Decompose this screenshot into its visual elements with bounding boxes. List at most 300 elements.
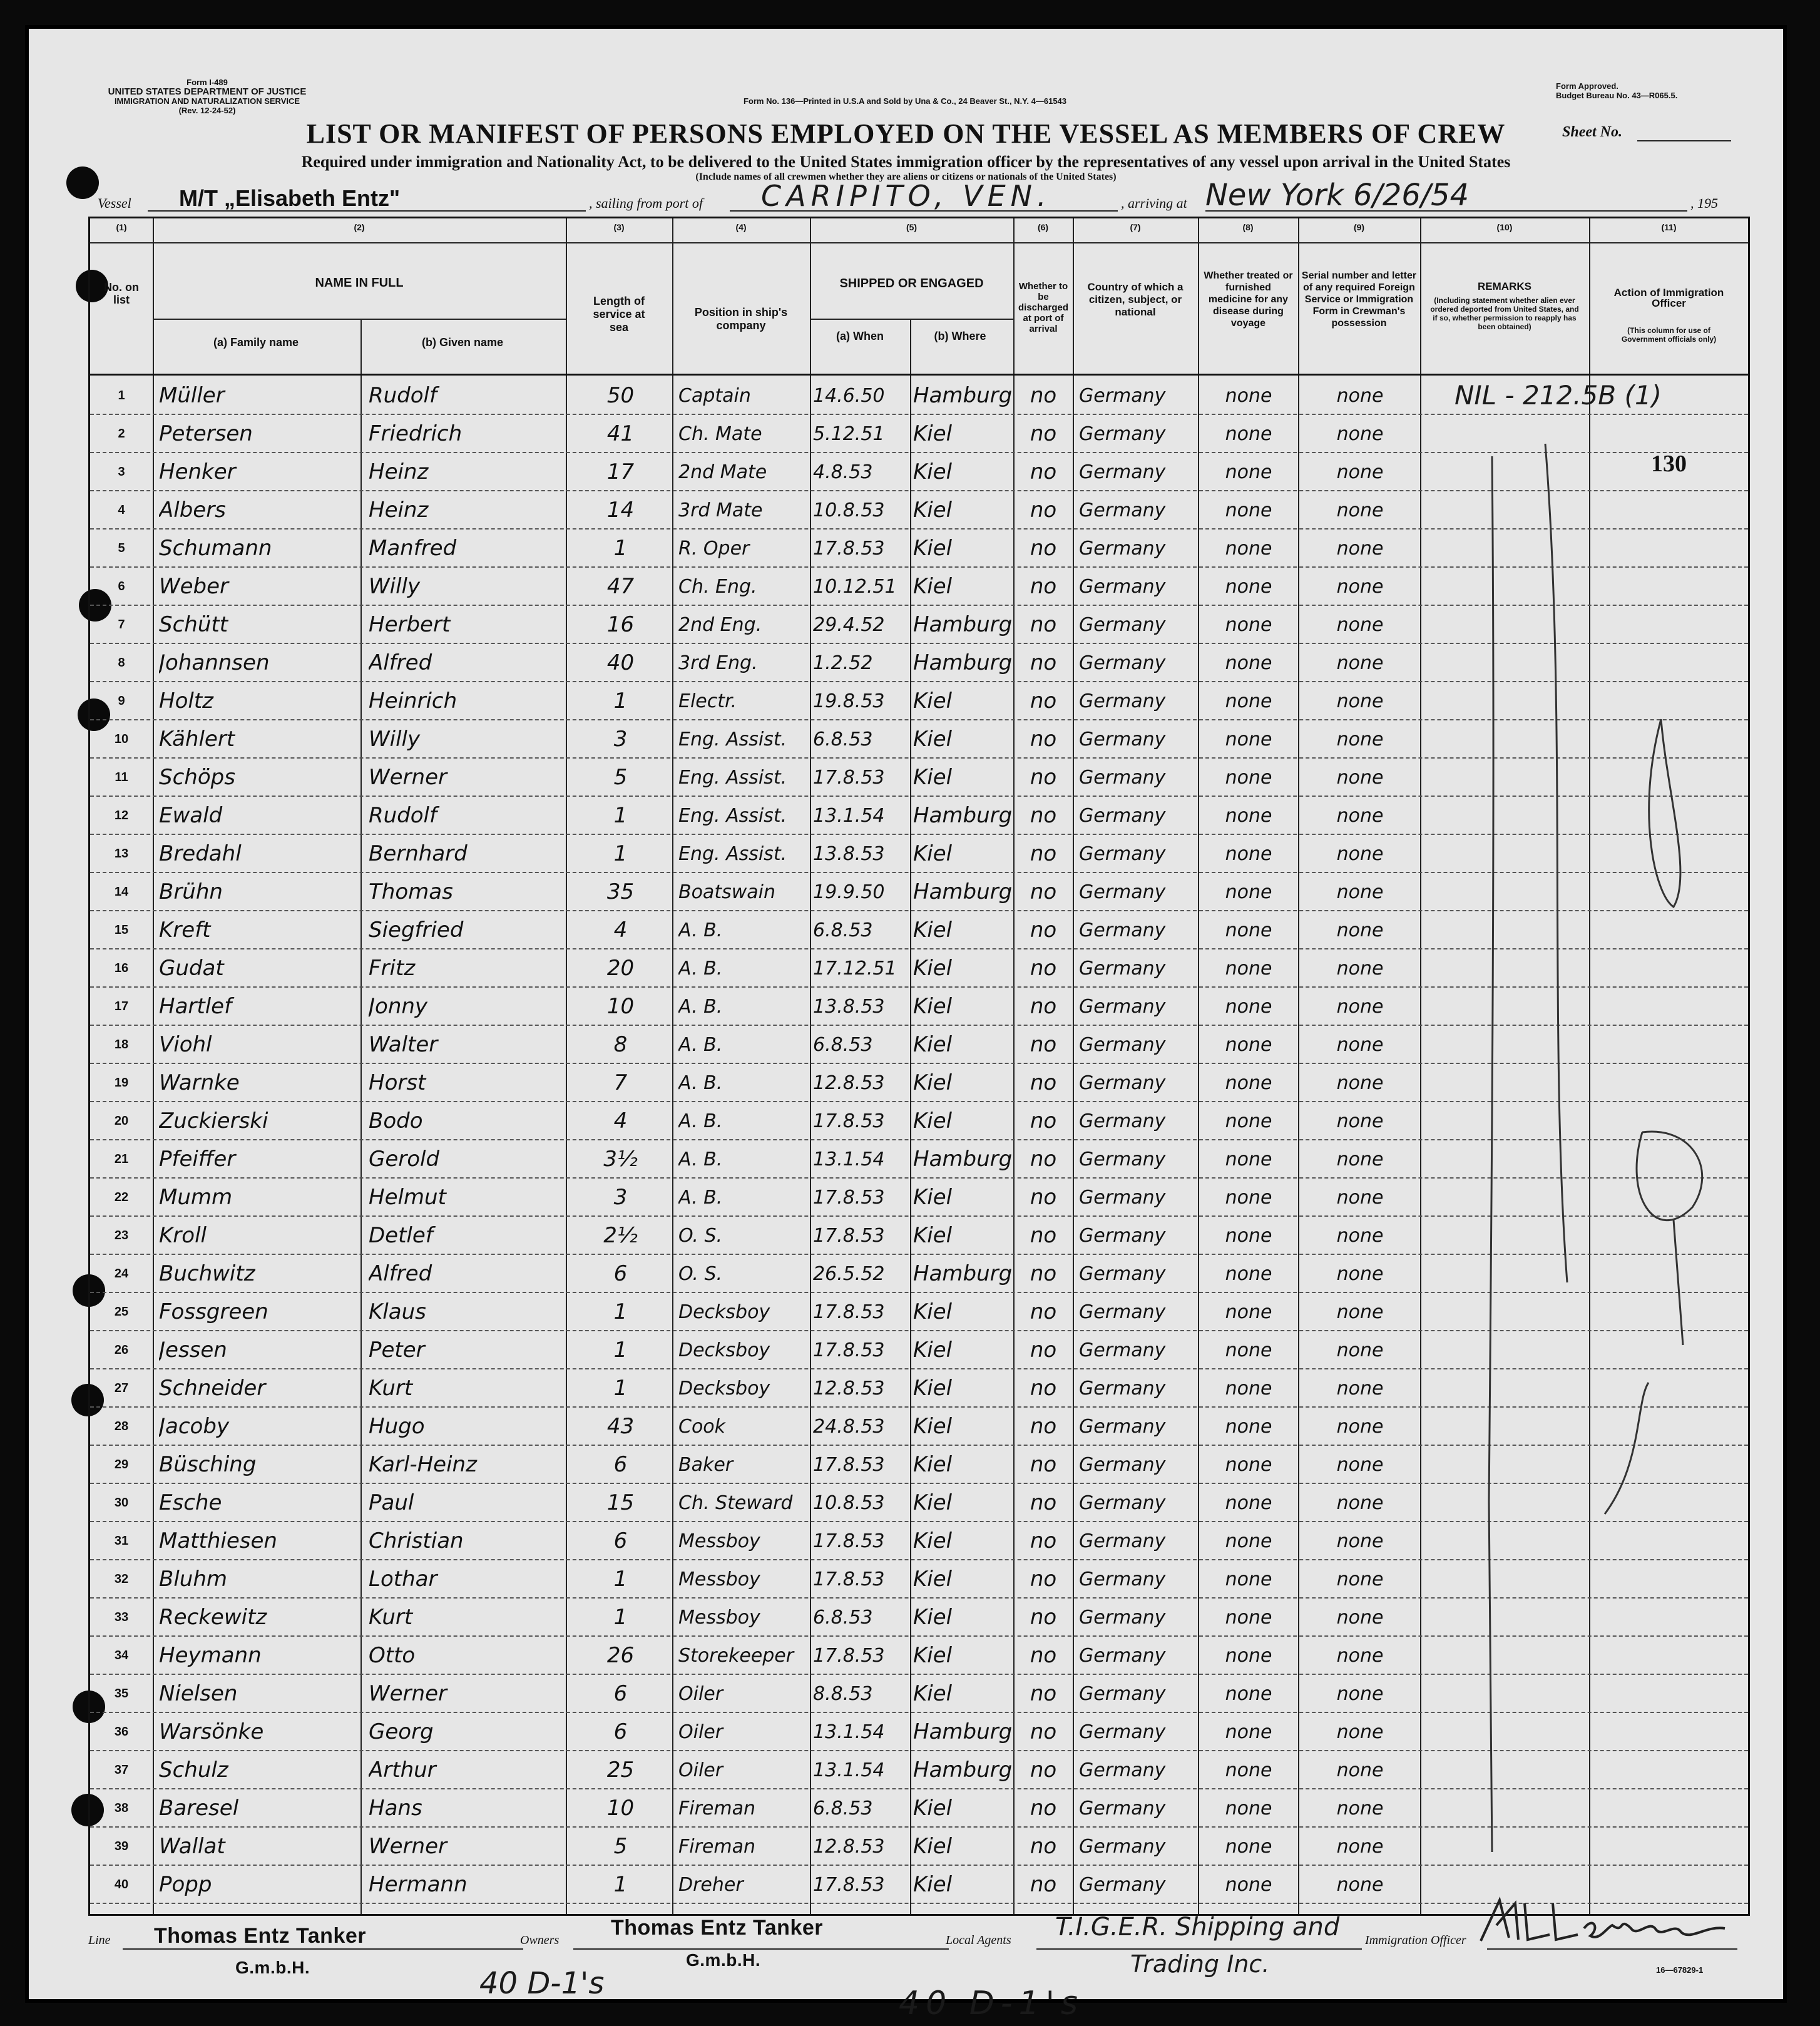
treated: none	[1225, 805, 1272, 827]
serial: none	[1336, 1874, 1384, 1896]
treated: none	[1225, 1530, 1272, 1552]
col-header-position: Position in ship's company	[694, 306, 788, 332]
row-number: 14	[114, 885, 129, 899]
given-name: Kurt	[369, 1605, 413, 1630]
col-header-name: NAME IN FULL	[315, 276, 404, 290]
country: Germany	[1079, 1683, 1166, 1705]
given-name: Horst	[369, 1070, 426, 1095]
treated: none	[1225, 423, 1272, 445]
shipped-where: Kiel	[913, 1032, 953, 1057]
given-name: Hermann	[369, 1872, 468, 1897]
treated: none	[1225, 1568, 1272, 1590]
given-name: Helmut	[369, 1185, 446, 1210]
treated: none	[1225, 499, 1272, 521]
vessel-label: Vessel	[98, 195, 131, 211]
col-header-discharged: Whether to be discharged at port of arrival	[1018, 281, 1069, 334]
col-header-service: Length of service at sea	[593, 295, 645, 334]
row-number: 40	[114, 1878, 129, 1891]
discharge: no	[1030, 650, 1057, 675]
shipped-when: 13.1.54	[813, 1149, 885, 1170]
position: O. S.	[678, 1225, 723, 1247]
country: Germany	[1079, 423, 1166, 445]
given-name: Bernhard	[369, 841, 468, 866]
country: Germany	[1079, 1721, 1166, 1743]
family-name: Fossgreen	[159, 1299, 268, 1324]
serial: none	[1336, 1836, 1384, 1858]
sheet-number-label: Sheet No.	[1562, 124, 1622, 140]
serial: none	[1336, 1568, 1384, 1590]
discharge: no	[1030, 1032, 1057, 1057]
manifest-sheet	[25, 25, 1787, 2022]
vessel-name: M/T „Elisabeth Entz"	[179, 185, 401, 211]
shipped-where: Kiel	[913, 1108, 953, 1133]
shipped-where: Kiel	[913, 1070, 953, 1095]
col-number-8: (8)	[1242, 222, 1254, 232]
col-header-when: (a) When	[836, 330, 884, 342]
position: A. B.	[678, 1187, 723, 1209]
position: Oiler	[678, 1759, 723, 1781]
shipped-where: Kiel	[913, 1643, 953, 1668]
service-length: 1	[613, 1567, 628, 1592]
country: Germany	[1079, 1225, 1166, 1247]
serial: none	[1336, 652, 1384, 674]
service-length: 4	[613, 1108, 628, 1133]
col-number-3: (3)	[613, 222, 625, 232]
given-name: Arthur	[369, 1757, 436, 1783]
shipped-when: 17.8.53	[813, 1301, 885, 1323]
shipped-when: 17.8.53	[813, 767, 885, 789]
row-number: 20	[114, 1114, 129, 1128]
shipped-where: Hamburg	[913, 383, 1012, 408]
shipped-when: 10.8.53	[813, 499, 885, 521]
discharge: no	[1030, 1872, 1057, 1897]
shipped-when: 10.8.53	[813, 1492, 885, 1514]
agents-value-2: Trading Inc.	[1130, 1950, 1270, 1978]
discharge: no	[1030, 841, 1057, 866]
col-number-5: (5)	[906, 222, 918, 232]
agents-field[interactable]	[1036, 1948, 1362, 1950]
col-number-2: (2)	[354, 222, 365, 232]
position: Messboy	[678, 1568, 760, 1590]
given-name: Rudolf	[369, 803, 437, 828]
discharge: no	[1030, 1605, 1057, 1630]
discharge: no	[1030, 688, 1057, 714]
serial: none	[1336, 1492, 1384, 1514]
discharge: no	[1030, 612, 1057, 637]
service-length: 3	[613, 727, 628, 752]
shipped-where: Kiel	[913, 841, 953, 866]
family-name: Weber	[159, 574, 229, 599]
discharge: no	[1030, 1261, 1057, 1286]
shipped-when: 8.8.53	[813, 1683, 873, 1705]
line-company: Thomas Entz Tanker	[154, 1924, 366, 1948]
serial: none	[1336, 919, 1384, 941]
shipped-when: 4.8.53	[813, 461, 873, 483]
serial: none	[1336, 461, 1384, 483]
shipped-when: 5.12.51	[813, 423, 885, 445]
agents-value: T.I.G.E.R. Shipping and	[1055, 1913, 1340, 1942]
country: Germany	[1079, 996, 1166, 1018]
owners-field[interactable]	[573, 1948, 949, 1950]
country: Germany	[1079, 881, 1166, 903]
service-length: 10	[606, 994, 635, 1019]
serial: none	[1336, 843, 1384, 865]
position: 2nd Mate	[678, 461, 767, 483]
country: Germany	[1079, 461, 1166, 483]
shipped-where: Kiel	[913, 727, 953, 752]
col-header-remarks-note: (Including statement whether alien ever ordered deported from United States, and if so, whether permission to reapply has been obtained)	[1430, 296, 1579, 331]
discharge: no	[1030, 1681, 1057, 1706]
serial: none	[1336, 614, 1384, 636]
service-length: 10	[606, 1796, 635, 1821]
country: Germany	[1079, 1530, 1166, 1552]
crew-table	[88, 217, 1750, 1916]
service-length: 1	[613, 1605, 628, 1630]
page-title: LIST OR MANIFEST OF PERSONS EMPLOYED ON THE VESSEL AS MEMBERS OF CREW	[306, 118, 1506, 149]
treated: none	[1225, 1339, 1272, 1361]
pen-marks	[90, 218, 1749, 1915]
position: Ch. Steward	[678, 1492, 793, 1514]
service-length: 14	[606, 498, 635, 523]
approval-block	[1556, 81, 1756, 100]
country: Germany	[1079, 538, 1166, 560]
shipped-where: Kiel	[913, 459, 953, 484]
shipped-when: 13.1.54	[813, 805, 885, 827]
family-name: Schütt	[159, 612, 228, 637]
country: Germany	[1079, 1798, 1166, 1819]
treated: none	[1225, 652, 1272, 674]
given-name: Alfred	[369, 1261, 432, 1286]
family-name: Warsönke	[159, 1719, 264, 1744]
discharge: no	[1030, 1414, 1057, 1439]
service-length: 7	[613, 1070, 628, 1095]
discharge: no	[1030, 1299, 1057, 1324]
service-length: 6	[613, 1528, 628, 1553]
owners-company-gmbh: G.m.b.H.	[686, 1950, 761, 1970]
shipped-where: Kiel	[913, 918, 953, 943]
serial: none	[1336, 385, 1384, 407]
treated: none	[1225, 1607, 1272, 1629]
country: Germany	[1079, 1301, 1166, 1323]
row-number: 30	[114, 1496, 129, 1510]
discharge: no	[1030, 1452, 1057, 1477]
country: Germany	[1079, 1072, 1166, 1094]
given-name: Willy	[369, 727, 421, 752]
family-name: Ewald	[159, 803, 223, 828]
service: IMMIGRATION AND NATURALIZATION SERVICE	[114, 96, 300, 106]
given-name: Fritz	[369, 956, 416, 981]
treated: none	[1225, 690, 1272, 712]
discharge: no	[1030, 1567, 1057, 1592]
shipped-where: Kiel	[913, 765, 953, 790]
row-number: 22	[114, 1190, 129, 1204]
serial: none	[1336, 729, 1384, 750]
shipped-when: 13.1.54	[813, 1721, 885, 1743]
serial: none	[1336, 1301, 1384, 1323]
service-length: 1	[613, 803, 628, 828]
service-length: 5	[613, 765, 628, 790]
shipped-where: Kiel	[913, 1414, 953, 1439]
agents-label: Local Agents	[946, 1933, 1011, 1947]
given-name: Georg	[369, 1719, 434, 1744]
discharge: no	[1030, 498, 1057, 523]
given-name: Herbert	[369, 612, 451, 637]
line-field[interactable]	[123, 1948, 523, 1950]
position: A. B.	[678, 919, 723, 941]
treated: none	[1225, 1721, 1272, 1743]
treated: none	[1225, 1110, 1272, 1132]
row-number: 34	[114, 1649, 129, 1662]
service-length: 1	[613, 1376, 628, 1401]
service-length: 6	[613, 1719, 628, 1744]
sailing-label: , sailing from port of	[589, 195, 703, 211]
serial: none	[1336, 576, 1384, 598]
treated: none	[1225, 385, 1272, 407]
shipped-when: 17.8.53	[813, 1225, 885, 1247]
budget-bureau: Budget Bureau No. 43—R065.5.	[1556, 91, 1678, 100]
shipped-when: 14.6.50	[813, 385, 885, 407]
serial: none	[1336, 1187, 1384, 1209]
discharge: no	[1030, 383, 1057, 408]
shipped-when: 6.8.53	[813, 1034, 873, 1056]
position: Storekeeper	[678, 1645, 794, 1667]
service-length: 2½	[603, 1223, 638, 1248]
given-name: Paul	[369, 1490, 414, 1515]
treated: none	[1225, 461, 1272, 483]
handwritten-note-1: 40 D-1's	[479, 1966, 605, 2001]
serial: none	[1336, 1225, 1384, 1247]
treated: none	[1225, 1072, 1272, 1094]
treated: none	[1225, 729, 1272, 750]
given-name: Alfred	[369, 650, 432, 675]
shipped-when: 13.1.54	[813, 1759, 885, 1781]
serial: none	[1336, 996, 1384, 1018]
country: Germany	[1079, 1874, 1166, 1896]
col-number-6: (6)	[1037, 222, 1049, 232]
position: O. S.	[678, 1263, 723, 1285]
given-name: Karl-Heinz	[369, 1452, 477, 1477]
country: Germany	[1079, 1492, 1166, 1514]
serial: none	[1336, 1454, 1384, 1476]
row-number: 38	[114, 1801, 129, 1815]
treated: none	[1225, 1378, 1272, 1399]
discharge: no	[1030, 956, 1057, 981]
col-header-treated: Whether treated or furnished medicine for any disease during voyage	[1204, 270, 1293, 329]
family-name: Zuckierski	[159, 1108, 268, 1133]
family-name: Schneider	[159, 1376, 266, 1401]
shipped-where: Kiel	[913, 1605, 953, 1630]
shipped-when: 17.8.53	[813, 1110, 885, 1132]
country: Germany	[1079, 805, 1166, 827]
family-name: Müller	[159, 383, 225, 408]
service-length: 16	[606, 612, 635, 637]
shipped-when: 6.8.53	[813, 919, 873, 941]
service-length: 20	[606, 956, 635, 981]
form-id-block	[88, 78, 326, 115]
serial: none	[1336, 767, 1384, 789]
col-header-no: No. on list	[104, 281, 139, 306]
given-name: Christian	[369, 1528, 464, 1553]
serial: none	[1336, 538, 1384, 560]
shipped-where: Kiel	[913, 574, 953, 599]
discharge: no	[1030, 727, 1057, 752]
service-length: 1	[613, 688, 628, 714]
treated: none	[1225, 843, 1272, 865]
discharge: no	[1030, 765, 1057, 790]
sheet-number-field[interactable]	[1637, 140, 1731, 141]
col-number-10: (10)	[1496, 222, 1513, 232]
position: A. B.	[678, 1110, 723, 1132]
treated: none	[1225, 1874, 1272, 1896]
service-length: 6	[613, 1681, 628, 1706]
serial: none	[1336, 1683, 1384, 1705]
service-length: 26	[606, 1643, 635, 1668]
serial: none	[1336, 1645, 1384, 1667]
position: Decksboy	[678, 1301, 770, 1323]
family-name: Henker	[159, 459, 236, 484]
row-number: 8	[118, 656, 125, 670]
service-length: 43	[606, 1414, 635, 1439]
given-name: Heinz	[369, 498, 429, 523]
country: Germany	[1079, 919, 1166, 941]
serial: none	[1336, 1339, 1384, 1361]
row-number: 35	[114, 1687, 129, 1701]
row-number: 10	[114, 732, 129, 746]
family-name: Kroll	[159, 1223, 207, 1248]
shipped-when: 24.8.53	[813, 1416, 885, 1438]
serial: none	[1336, 1378, 1384, 1399]
given-name: Jonny	[369, 994, 428, 1019]
shipped-when: 13.8.53	[813, 843, 885, 865]
shipped-where: Kiel	[913, 1376, 953, 1401]
given-name: Heinz	[369, 459, 429, 484]
family-name: Petersen	[159, 421, 253, 446]
row-number: 6	[118, 580, 125, 593]
shipped-when: 17.8.53	[813, 1339, 885, 1361]
country: Germany	[1079, 767, 1166, 789]
family-name: Mumm	[159, 1185, 233, 1210]
row-number: 1	[118, 389, 125, 402]
country: Germany	[1079, 1110, 1166, 1132]
family-name: Buchwitz	[159, 1261, 255, 1286]
arriving-value: New York 6/26/54	[1205, 178, 1470, 213]
col-header-country: Country of which a citizen, subject, or national	[1087, 281, 1184, 318]
discharge: no	[1030, 1223, 1057, 1248]
treated: none	[1225, 1225, 1272, 1247]
position: Electr.	[678, 690, 737, 712]
discharge: no	[1030, 1147, 1057, 1172]
remarks-annotation: NIL - 212.5B (1)	[1454, 380, 1662, 411]
row-number: 19	[114, 1076, 129, 1090]
shipped-where: Kiel	[913, 956, 953, 981]
row-number: 23	[114, 1229, 129, 1242]
shipped-when: 17.8.53	[813, 1530, 885, 1552]
serial: none	[1336, 1798, 1384, 1819]
col-header-shipped: SHIPPED OR ENGAGED	[839, 277, 984, 290]
given-name: Willy	[369, 574, 421, 599]
shipped-where: Kiel	[913, 1223, 953, 1248]
col-header-where: (b) Where	[934, 330, 986, 342]
country: Germany	[1079, 1568, 1166, 1590]
row-number: 3	[118, 465, 125, 479]
sailing-port: CARIPITO, VEN.	[761, 179, 1051, 213]
discharge: no	[1030, 1376, 1057, 1401]
treated: none	[1225, 1836, 1272, 1858]
position: Captain	[678, 385, 751, 407]
shipped-where: Kiel	[913, 1338, 953, 1363]
family-name: Bluhm	[159, 1567, 227, 1592]
country: Germany	[1079, 690, 1166, 712]
discharge: no	[1030, 918, 1057, 943]
serial: none	[1336, 958, 1384, 980]
owners-label: Owners	[520, 1933, 560, 1947]
position: A. B.	[678, 1034, 723, 1056]
family-name: Warnke	[159, 1070, 240, 1095]
shipped-when: 10.12.51	[813, 576, 897, 598]
arriving-label: , arriving at	[1121, 195, 1187, 211]
service-length: 3	[613, 1185, 628, 1210]
given-name: Bodo	[369, 1108, 423, 1133]
country: Germany	[1079, 1378, 1166, 1399]
treated: none	[1225, 1149, 1272, 1170]
revision: (Rev. 12-24-52)	[178, 106, 236, 115]
shipped-when: 17.8.53	[813, 1874, 885, 1896]
discharge: no	[1030, 1528, 1057, 1553]
discharge: no	[1030, 1719, 1057, 1744]
family-name: Matthiesen	[159, 1528, 277, 1553]
service-length: 40	[606, 650, 635, 675]
shipped-where: Kiel	[913, 1299, 953, 1324]
discharge: no	[1030, 879, 1057, 904]
shipped-when: 6.8.53	[813, 1798, 873, 1819]
shipped-where: Kiel	[913, 1872, 953, 1897]
given-name: Hans	[369, 1796, 422, 1821]
shipped-where: Hamburg	[913, 1261, 1012, 1286]
row-number: 27	[114, 1381, 129, 1395]
position: 2nd Eng.	[678, 614, 762, 636]
service-length: 1	[613, 1338, 628, 1363]
given-name: Otto	[369, 1643, 416, 1668]
country: Germany	[1079, 1607, 1166, 1629]
col-number-11: (11)	[1661, 222, 1677, 232]
col-header-action-note: (This column for use of Government officials only)	[1621, 326, 1717, 344]
given-name: Manfred	[369, 536, 457, 561]
family-name: Reckewitz	[159, 1605, 267, 1630]
shipped-where: Kiel	[913, 1490, 953, 1515]
given-name: Detlef	[369, 1223, 433, 1248]
shipped-when: 6.8.53	[813, 729, 873, 750]
serial: none	[1336, 1110, 1384, 1132]
position: Ch. Eng.	[678, 576, 757, 598]
discharge: no	[1030, 1490, 1057, 1515]
officer-signature	[1475, 1891, 1737, 1953]
service-length: 6	[613, 1261, 628, 1286]
row-number: 33	[114, 1610, 129, 1624]
row-number: 12	[114, 809, 129, 822]
treated: none	[1225, 1492, 1272, 1514]
shipped-when: 17.8.53	[813, 1645, 885, 1667]
shipped-where: Kiel	[913, 1185, 953, 1210]
shipped-when: 17.8.53	[813, 1187, 885, 1209]
service-length: 50	[606, 383, 635, 408]
row-number: 32	[114, 1572, 129, 1586]
shipped-when: 29.4.52	[813, 614, 885, 636]
country: Germany	[1079, 729, 1166, 750]
discharge: no	[1030, 1338, 1057, 1363]
service-length: 1	[613, 1299, 628, 1324]
position: Oiler	[678, 1721, 723, 1743]
treated: none	[1225, 1034, 1272, 1056]
